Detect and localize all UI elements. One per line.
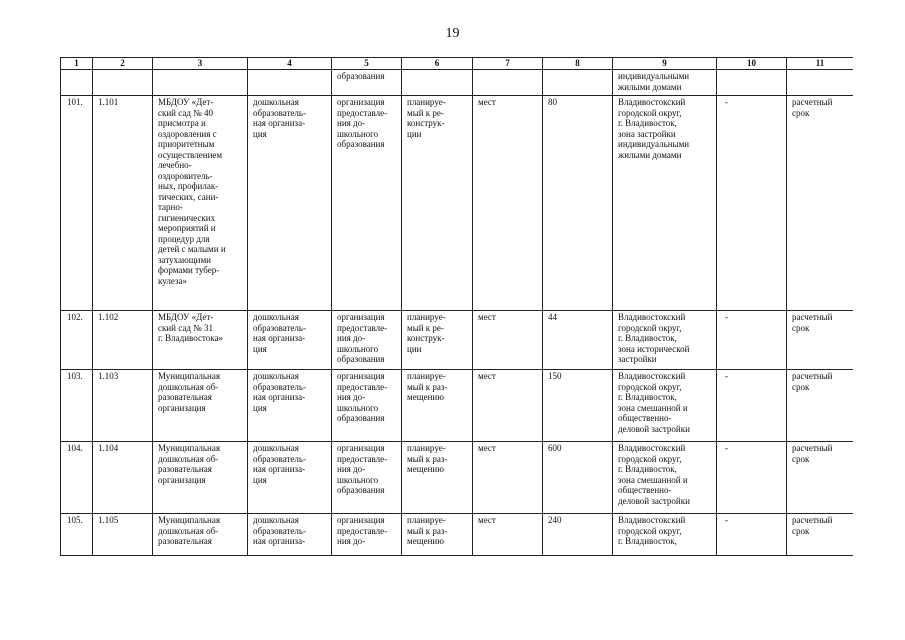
location-cell: Владивостокский городской округ, г. Владивосток, зона смешанной и общественно- деловой застройки <box>613 370 717 442</box>
term-cell: расчетный срок <box>787 514 854 556</box>
capacity-cell <box>543 70 613 96</box>
row-number-cell: 102. <box>61 311 93 370</box>
status-cell <box>402 70 473 96</box>
document-table-container <box>60 57 853 572</box>
type-cell <box>248 70 332 96</box>
capacity-cell: 600 <box>543 442 613 514</box>
code-cell: 1.102 <box>93 311 153 370</box>
column-header: 6 <box>402 58 473 70</box>
type-cell: дошкольная образователь- ная организа- ция <box>248 96 332 311</box>
purpose-cell: образования <box>332 70 402 96</box>
table-row <box>61 96 854 311</box>
type-cell: дошкольная образователь- ная организа- ция <box>248 442 332 514</box>
row-number-cell: 104. <box>61 442 93 514</box>
name-cell: Муниципальная дошкольная об- разовательная организация <box>153 442 248 514</box>
column-header: 2 <box>93 58 153 70</box>
unit-cell: мест <box>473 514 543 556</box>
code-cell: 1.104 <box>93 442 153 514</box>
table-row <box>61 442 854 514</box>
code-cell: 1.101 <box>93 96 153 311</box>
type-cell: дошкольная образователь- ная организа- ция <box>248 370 332 442</box>
term-cell: расчетный срок <box>787 442 854 514</box>
purpose-cell: организация предоставле- ния до- школьного образования <box>332 311 402 370</box>
code-cell: 1.105 <box>93 514 153 556</box>
column-header: 10 <box>717 58 787 70</box>
table-row <box>61 514 854 556</box>
name-cell: МБДОУ «Дет- ский сад № 40 присмотра и оздоровления с приоритетным осуществлением лечебно- оздоровитель- ных, профилак- тических, сани- тарно- гигиенических мероприятий и процедур для детей с малыми и затухающими формами тубер- кулеза» <box>153 96 248 311</box>
purpose-cell: организация предоставле- ния до- школьного образования <box>332 96 402 311</box>
zone-cell: - <box>717 514 787 556</box>
name-cell <box>153 70 248 96</box>
purpose-cell: организация предоставле- ния до- <box>332 514 402 556</box>
column-header: 3 <box>153 58 248 70</box>
column-number-header-row <box>61 58 854 70</box>
capacity-cell: 150 <box>543 370 613 442</box>
table-row <box>61 311 854 370</box>
row-number-cell: 101. <box>61 96 93 311</box>
unit-cell: мест <box>473 442 543 514</box>
status-cell: планируе- мый к раз- мещению <box>402 514 473 556</box>
name-cell: Муниципальная дошкольная об- разовательная организация <box>153 370 248 442</box>
row-number-cell <box>61 70 93 96</box>
purpose-cell: организация предоставле- ния до- школьного образования <box>332 442 402 514</box>
unit-cell: мест <box>473 311 543 370</box>
location-cell: Владивостокский городской округ, г. Владивосток, зона застройки индивидуальными жилыми домами <box>613 96 717 311</box>
type-cell: дошкольная образователь- ная организа- <box>248 514 332 556</box>
column-header: 4 <box>248 58 332 70</box>
column-header: 11 <box>787 58 854 70</box>
column-header: 1 <box>61 58 93 70</box>
location-cell: Владивостокский городской округ, г. Владивосток, <box>613 514 717 556</box>
location-cell: индивидуальными жилыми домами <box>613 70 717 96</box>
term-cell: расчетный срок <box>787 96 854 311</box>
location-cell: Владивостокский городской округ, г. Владивосток, зона исторической застройки <box>613 311 717 370</box>
term-cell: расчетный срок <box>787 370 854 442</box>
unit-cell <box>473 70 543 96</box>
status-cell: планируе- мый к раз- мещению <box>402 370 473 442</box>
type-cell: дошкольная образователь- ная организа- ция <box>248 311 332 370</box>
zone-cell: - <box>717 370 787 442</box>
unit-cell: мест <box>473 370 543 442</box>
page-number: 19 <box>445 26 460 41</box>
name-cell: Муниципальная дошкольная об- разовательная <box>153 514 248 556</box>
continuation-row <box>61 70 854 96</box>
term-cell: расчетный срок <box>787 311 854 370</box>
code-cell: 1.103 <box>93 370 153 442</box>
zone-cell: - <box>717 442 787 514</box>
zone-cell <box>717 70 787 96</box>
facilities-table <box>60 57 853 556</box>
row-number-cell: 105. <box>61 514 93 556</box>
column-header: 9 <box>613 58 717 70</box>
zone-cell: - <box>717 311 787 370</box>
column-header: 8 <box>543 58 613 70</box>
capacity-cell: 44 <box>543 311 613 370</box>
status-cell: планируе- мый к ре- конструк- ции <box>402 96 473 311</box>
row-number-cell: 103. <box>61 370 93 442</box>
capacity-cell: 240 <box>543 514 613 556</box>
unit-cell: мест <box>473 96 543 311</box>
term-cell <box>787 70 854 96</box>
name-cell: МБДОУ «Дет- ский сад № 31 г. Владивостока» <box>153 311 248 370</box>
status-cell: планируе- мый к раз- мещению <box>402 442 473 514</box>
column-header: 5 <box>332 58 402 70</box>
location-cell: Владивостокский городской округ, г. Владивосток, зона смешанной и общественно- деловой застройки <box>613 442 717 514</box>
capacity-cell: 80 <box>543 96 613 311</box>
zone-cell: - <box>717 96 787 311</box>
purpose-cell: организация предоставле- ния до- школьного образования <box>332 370 402 442</box>
status-cell: планируе- мый к ре- конструк- ции <box>402 311 473 370</box>
table-row <box>61 370 854 442</box>
column-header: 7 <box>473 58 543 70</box>
code-cell <box>93 70 153 96</box>
